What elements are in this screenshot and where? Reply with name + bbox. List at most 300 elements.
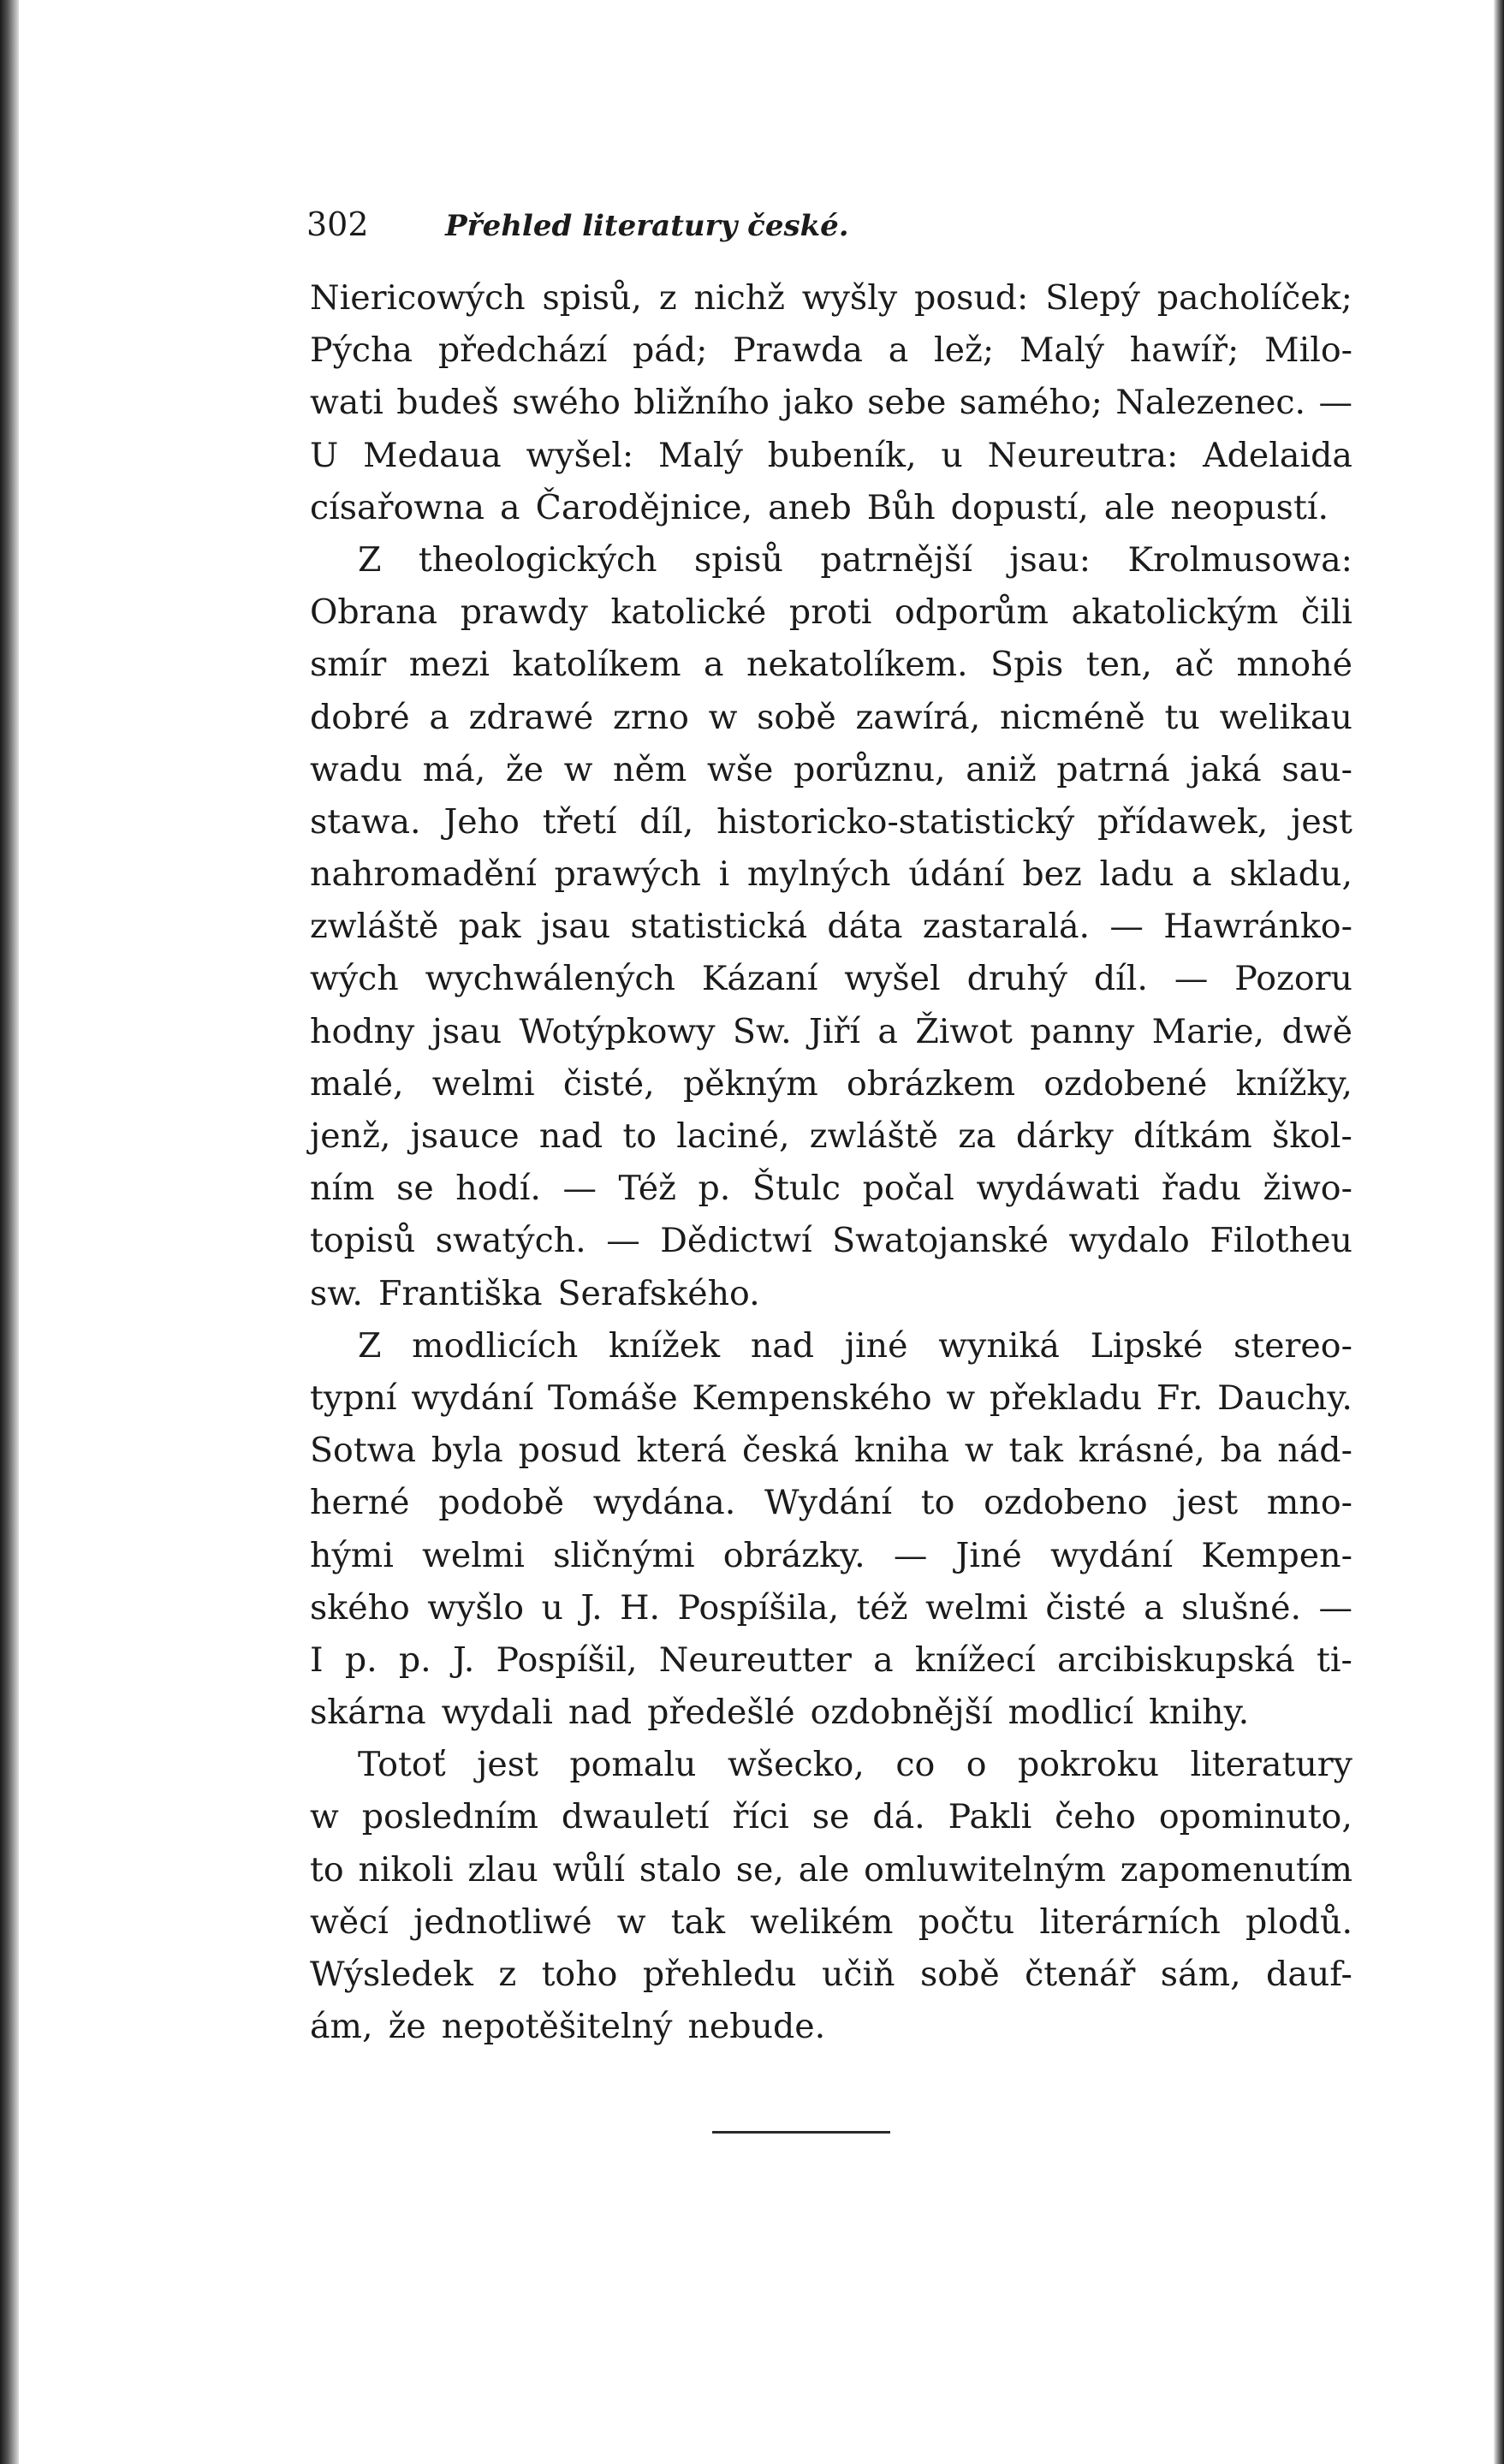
word: w (946, 1378, 976, 1418)
word: nikoli (358, 1849, 454, 1890)
word: díl, (639, 801, 694, 842)
text-line-4 (310, 430, 1352, 482)
text-line-34 (310, 2001, 1352, 2053)
word: J. (452, 1640, 475, 1680)
word: předešlé (647, 1693, 795, 1733)
word: welmi (431, 1063, 535, 1104)
word: panny (1030, 1011, 1135, 1051)
word: dwauletí (561, 1797, 710, 1837)
word: knížek (608, 1325, 721, 1366)
word: dítkám (1133, 1116, 1252, 1156)
word: katolíkem (512, 645, 681, 685)
word: w (708, 697, 738, 737)
text-line-26 (310, 1582, 1352, 1634)
word: — (1109, 907, 1144, 947)
word: Wýsledek (310, 1955, 473, 1994)
word: a (877, 1011, 898, 1051)
word: Milo- (1264, 330, 1352, 371)
word: Totoť (358, 1745, 446, 1785)
text-line-22 (310, 1372, 1352, 1425)
word: hawíř; (1129, 330, 1239, 371)
word: stalo (639, 1849, 722, 1890)
word: p. (398, 1640, 431, 1680)
word: dárky (1015, 1116, 1114, 1156)
word: ti- (1317, 1640, 1352, 1680)
word: tak (670, 1902, 726, 1942)
word: jest (1176, 1483, 1239, 1523)
word: Dauchy. (1217, 1378, 1352, 1418)
word: řadu (1161, 1169, 1241, 1209)
word: z (658, 278, 677, 318)
word: wše (706, 749, 774, 789)
word: knížecí (914, 1640, 1036, 1680)
word: — (1318, 1587, 1352, 1628)
word: Malý (657, 435, 743, 475)
word: se, (735, 1849, 784, 1890)
word: nahromadění (310, 854, 537, 895)
text-line-33 (310, 1949, 1352, 2001)
word: ám, (310, 2007, 373, 2047)
word: w (563, 749, 593, 789)
word: a (704, 645, 724, 685)
word: u (541, 1587, 563, 1628)
word: — (893, 1535, 928, 1575)
word: žiwo- (1263, 1169, 1352, 1209)
word: sličnými (553, 1535, 695, 1575)
word: smír (310, 645, 387, 685)
word: Neureutter (658, 1640, 852, 1680)
word: Kempen- (1201, 1535, 1352, 1575)
word: škol- (1271, 1116, 1352, 1156)
word: díl. (1093, 959, 1148, 999)
running-title: Přehled literatury české. (445, 209, 849, 243)
text-line-13 (310, 901, 1352, 953)
word: U (310, 435, 339, 475)
word: aneb (768, 487, 852, 527)
word: H. (620, 1587, 661, 1628)
word: čtenář (1025, 1955, 1136, 1994)
word: Wydání (764, 1483, 892, 1523)
text-line-7 (310, 586, 1352, 639)
word: spisů, (542, 278, 642, 318)
text-line-15 (310, 1006, 1352, 1058)
word: tu (1164, 697, 1200, 737)
word: stereo- (1234, 1325, 1352, 1366)
word: nichž (693, 278, 785, 318)
word: přídawek, (1097, 801, 1269, 842)
text-line-21 (310, 1320, 1352, 1372)
word: obrázkem (846, 1063, 1016, 1104)
word: wydalo (1068, 1221, 1190, 1261)
word: nad (538, 1116, 603, 1156)
word: byla (431, 1431, 503, 1471)
word: ozdobnější (810, 1693, 993, 1733)
word: Čarodějnice, (535, 487, 753, 527)
word: pomalu (569, 1745, 697, 1785)
text-line-6 (310, 534, 1352, 586)
word: nad (568, 1693, 633, 1733)
word: Z (358, 539, 382, 580)
word: knihy. (1149, 1693, 1250, 1733)
word: theologických (418, 539, 657, 580)
word: toho (541, 1955, 618, 1994)
word: Tomáše (548, 1378, 678, 1418)
word: zwláště (310, 907, 439, 947)
word: historicko-statistický (716, 801, 1075, 842)
word: ladu (1099, 854, 1174, 895)
word: ozdobené (1043, 1063, 1208, 1104)
word: Františka (377, 1273, 543, 1313)
word: posud (518, 1431, 621, 1471)
word: mylných (746, 854, 891, 895)
word: a (1144, 1587, 1164, 1628)
text-line-25 (310, 1530, 1352, 1582)
word: zdrawé (468, 697, 594, 737)
word: Z (358, 1325, 382, 1366)
text-line-27 (310, 1634, 1352, 1687)
word: proti (788, 592, 872, 633)
text-line-9 (310, 692, 1352, 744)
word: Bůh (866, 487, 936, 527)
word: přehledu (642, 1955, 797, 1994)
text-line-3 (310, 377, 1352, 429)
word: bližního (633, 383, 770, 423)
word: Pospíšil, (496, 1640, 638, 1680)
word: Štulc (752, 1169, 841, 1209)
word: mno- (1266, 1483, 1352, 1523)
word: J. (580, 1587, 603, 1628)
word: ten, (1085, 645, 1152, 685)
word: ského (310, 1587, 410, 1628)
word: nepotěšitelný (441, 2007, 673, 2047)
word: pak (458, 907, 521, 947)
word: posud: (914, 278, 1029, 318)
word: wydání (411, 1378, 534, 1418)
word: patrnější (820, 539, 972, 580)
running-head (306, 199, 1419, 250)
word: krásné, (1078, 1431, 1205, 1471)
word: a (429, 697, 449, 737)
word: herné (310, 1483, 410, 1523)
word: dwě (1281, 1011, 1352, 1051)
word: z (498, 1955, 517, 1994)
word: wydána. (592, 1483, 736, 1523)
word: bez (1022, 854, 1082, 895)
word: čili (1300, 592, 1352, 633)
word: porůznu, (793, 749, 946, 789)
word: že (505, 749, 544, 789)
word: Spis (990, 645, 1064, 685)
word: zwláště (809, 1116, 939, 1156)
text-line-19 (310, 1215, 1352, 1267)
word: Kázaní (701, 959, 818, 999)
word: že (388, 2007, 426, 2047)
word: hodny (310, 1011, 415, 1051)
word: Sotwa (310, 1431, 417, 1471)
word: ač (1174, 645, 1215, 685)
word: a (873, 1640, 894, 1680)
word: za (958, 1116, 996, 1156)
word: překladu (989, 1378, 1143, 1418)
word: Též (618, 1169, 676, 1209)
word: hými (310, 1535, 394, 1575)
word: modlicí (1008, 1693, 1134, 1733)
word: typní (310, 1378, 397, 1418)
word: Jiné (955, 1535, 1022, 1575)
word: Filotheu (1210, 1221, 1352, 1261)
word: literatury (1190, 1745, 1352, 1785)
word: má, (422, 749, 486, 789)
word: wydáwati (976, 1169, 1140, 1209)
word: budeš (396, 383, 499, 423)
word: i (718, 854, 730, 895)
word: Adelaida (1203, 435, 1352, 475)
text-line-31 (310, 1844, 1352, 1896)
word: a (888, 330, 909, 371)
word: wšecko, (727, 1745, 865, 1785)
word: plodů. (1245, 1902, 1352, 1942)
word: neopustí. (1170, 487, 1329, 527)
word: omluwitelným (864, 1849, 1106, 1890)
word: statistická (630, 907, 808, 947)
text-line-24 (310, 1477, 1352, 1529)
word: jsauce (410, 1116, 520, 1156)
word: Swatojanské (832, 1221, 1049, 1261)
word: a (500, 487, 520, 527)
word: dá. (872, 1797, 925, 1837)
word: ale (1103, 487, 1156, 527)
word: Žiwot (915, 1011, 1013, 1051)
word: wydání (1049, 1535, 1174, 1575)
word: jest (477, 1745, 538, 1785)
word: pěkným (682, 1063, 818, 1104)
text-line-17 (310, 1110, 1352, 1163)
word: Medaua (363, 435, 502, 475)
word: samého; (959, 383, 1103, 423)
word: tak (1008, 1431, 1063, 1471)
word: lež; (934, 330, 995, 371)
word: zrno (612, 697, 689, 737)
word: modlicích (412, 1325, 579, 1366)
word: Jiří (809, 1011, 861, 1051)
word: Serafského. (557, 1273, 760, 1313)
word: wyšel: (526, 435, 634, 475)
word: Lipské (1090, 1325, 1204, 1366)
word: w (310, 1797, 339, 1837)
word: ním (310, 1169, 375, 1209)
word: druhý (966, 959, 1067, 999)
word: kniha (854, 1431, 950, 1471)
word: aniž (966, 749, 1037, 789)
word: wých (310, 959, 399, 999)
word: Pakli (948, 1797, 1032, 1837)
word: wyšly (801, 278, 898, 318)
word: welikau (1219, 697, 1352, 737)
word: jenž, (310, 1116, 391, 1156)
word: Dědictwí (660, 1221, 812, 1261)
word: katolické (610, 592, 767, 633)
word: dáta (827, 907, 903, 947)
word: dopustí, (950, 487, 1089, 527)
word: literárních (1039, 1902, 1221, 1942)
text-line-28 (310, 1687, 1352, 1739)
word: sebe (867, 383, 947, 423)
word: sw. (310, 1273, 363, 1313)
word: Jeho (443, 801, 520, 842)
text-line-30 (310, 1791, 1352, 1843)
word: též (856, 1587, 908, 1628)
word: Niericowých (310, 278, 526, 318)
word: Hawránko- (1163, 907, 1352, 947)
word: jiné (844, 1325, 908, 1366)
word: mezi (408, 645, 490, 685)
word: skárna (310, 1693, 426, 1733)
word: Marie, (1151, 1011, 1265, 1051)
word: nebude. (687, 2007, 826, 2047)
word: swatých. (435, 1221, 586, 1261)
word: wati (310, 383, 383, 423)
word: nekatolíkem. (746, 645, 968, 685)
text-line-5 (310, 482, 1352, 534)
word: co (895, 1745, 936, 1785)
word: wůlí (552, 1849, 626, 1890)
word: to (622, 1116, 657, 1156)
word: počal (862, 1169, 954, 1209)
text-line-2 (310, 324, 1352, 377)
word: knížky, (1235, 1063, 1352, 1104)
word: wyniká (938, 1325, 1060, 1366)
word: která (636, 1431, 728, 1471)
word: zlau (467, 1849, 538, 1890)
word: obrázky. (722, 1535, 865, 1575)
body-text (310, 272, 1352, 2053)
word: čisté (1045, 1587, 1127, 1628)
text-line-20 (310, 1268, 1352, 1320)
word: Sw. (732, 1011, 792, 1051)
word: — (1318, 383, 1352, 423)
word: a (1192, 854, 1212, 895)
end-rule (712, 2131, 890, 2134)
word: ale (798, 1849, 850, 1890)
word: Obrana (310, 592, 438, 633)
word: w (616, 1902, 646, 1942)
word: — (562, 1169, 597, 1209)
word: sau- (1281, 749, 1352, 789)
word: w (964, 1431, 994, 1471)
word: zastaralá. (922, 907, 1091, 947)
word: Krolmusowa: (1127, 539, 1352, 580)
word: — (1174, 959, 1209, 999)
word: učiň (821, 1955, 895, 1994)
word: pacholíček; (1156, 278, 1352, 318)
word: — (606, 1221, 640, 1261)
word: wychwálených (425, 959, 675, 999)
text-line-14 (310, 953, 1352, 1005)
text-line-8 (310, 639, 1352, 691)
word: Fr. (1156, 1378, 1204, 1418)
word: welikém (750, 1902, 894, 1942)
word: podobě (438, 1483, 565, 1523)
word: malé, (310, 1063, 404, 1104)
word: čeho (1055, 1797, 1136, 1837)
word: říci (732, 1797, 789, 1837)
word: něm (613, 749, 687, 789)
word: laciné, (676, 1116, 790, 1156)
word: dauf- (1266, 1955, 1352, 1994)
word: jaká (1190, 749, 1262, 789)
word: zawírá, (855, 697, 981, 737)
word: prawdy (460, 592, 588, 633)
word: slušné. (1181, 1587, 1302, 1628)
word: se (396, 1169, 434, 1209)
word: posledním (361, 1797, 538, 1837)
word: welmi (925, 1587, 1028, 1628)
word: ba (1220, 1431, 1263, 1471)
word: dobré (310, 697, 410, 737)
word: u (941, 435, 963, 475)
text-line-10 (310, 744, 1352, 796)
word: skladu, (1229, 854, 1352, 895)
word: sám, (1160, 1955, 1241, 1994)
text-line-12 (310, 848, 1352, 901)
text-line-32 (310, 1896, 1352, 1949)
word: akatolickým (1071, 592, 1279, 633)
word: welmi (422, 1535, 525, 1575)
word: topisů (310, 1221, 416, 1261)
word: o (966, 1745, 987, 1785)
word: jednotliwé (413, 1902, 592, 1942)
word: opominuto, (1158, 1797, 1352, 1837)
word: Prawda (733, 330, 863, 371)
text-line-23 (310, 1425, 1352, 1477)
word: Malý (1019, 330, 1104, 371)
word: Nalezenec. (1115, 383, 1306, 423)
word: Kempenského (692, 1378, 932, 1418)
word: wyšel (844, 959, 941, 999)
text-line-1 (310, 272, 1352, 324)
text-line-16 (310, 1058, 1352, 1110)
word: císařowna (310, 487, 485, 527)
word: swého (512, 383, 621, 423)
word: počtu (918, 1902, 1015, 1942)
word: wěcí (310, 1902, 389, 1942)
text-line-18 (310, 1163, 1352, 1215)
page-number: 302 (306, 205, 369, 243)
word: česká (741, 1431, 840, 1471)
word: pokroku (1017, 1745, 1160, 1785)
word: Slepý (1045, 278, 1140, 318)
word: bubeník, (767, 435, 917, 475)
word: jest (1291, 801, 1352, 842)
word: stawa. (310, 801, 421, 842)
word: p. (344, 1640, 377, 1680)
word: nicméně (999, 697, 1145, 737)
word: jako (782, 383, 854, 423)
word: patrná (1056, 749, 1170, 789)
word: I (310, 1640, 324, 1680)
word: hodí. (455, 1169, 541, 1209)
word: Wotýpkowy (519, 1011, 716, 1051)
word: mnohé (1236, 645, 1352, 685)
word: údání (908, 854, 1005, 895)
word: jsau (540, 907, 611, 947)
text-line-29 (310, 1739, 1352, 1791)
word: nád- (1277, 1431, 1352, 1471)
word: jsau (431, 1011, 502, 1051)
word: zapomenutím (1120, 1849, 1352, 1890)
text-line-11 (310, 796, 1352, 848)
word: odporům (894, 592, 1049, 633)
